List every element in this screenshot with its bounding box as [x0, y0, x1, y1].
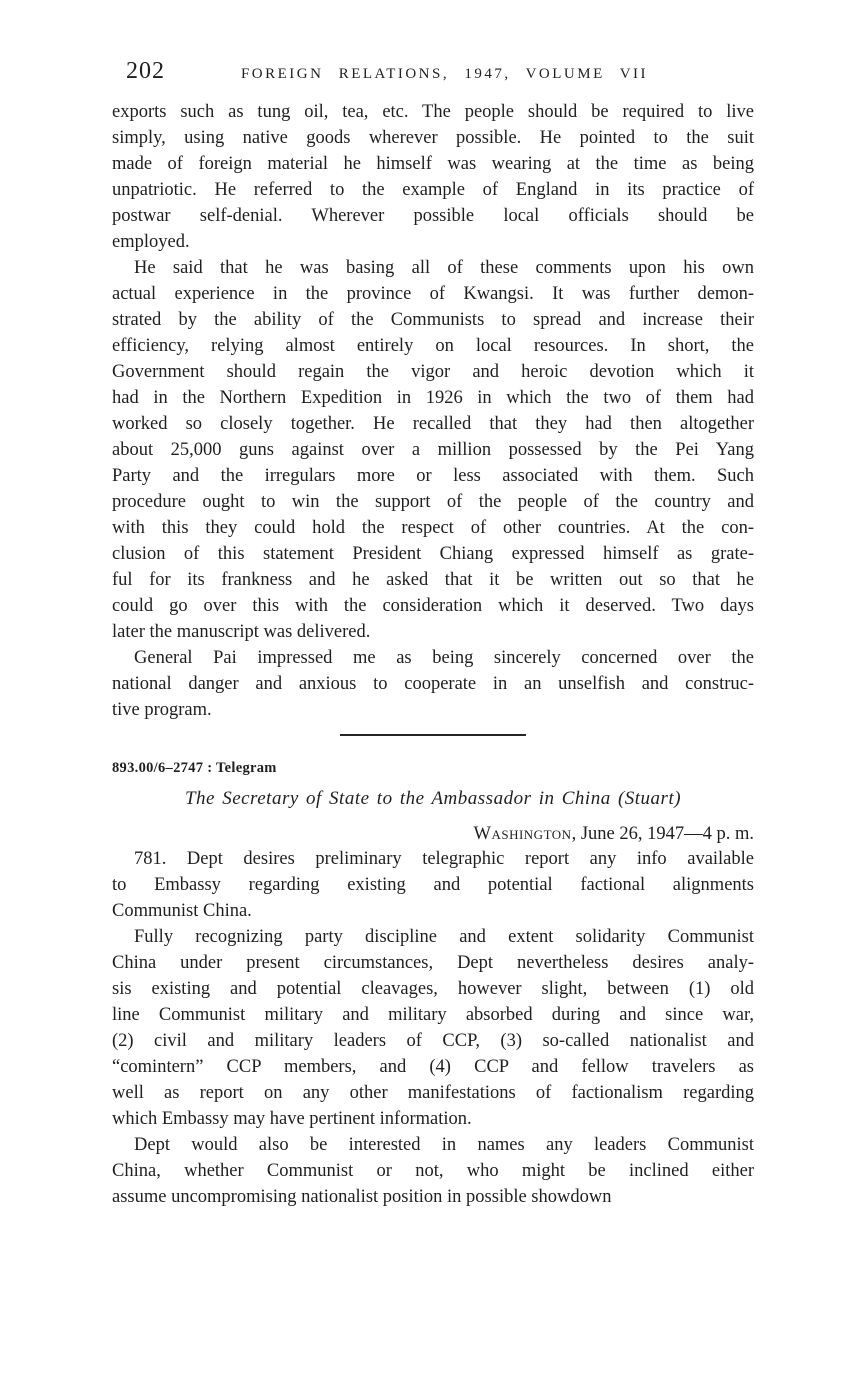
text-line: General Pai impressed me as being sincerely concerned over the [134, 648, 754, 668]
text-line: efficiency, relying almost entirely on local resources. In short, the [112, 336, 754, 356]
text-line: national danger and anxious to cooperate in an unselfish and construc- [112, 674, 754, 694]
paragraph [112, 846, 754, 924]
text-line: actual experience in the province of Kwangsi. It was further demon- [112, 284, 754, 304]
text-line: worked so closely together. He recalled that they had then altogether [112, 414, 754, 434]
text-line: with this they could hold the respect of other countries. At the con- [112, 518, 754, 538]
page-content [112, 99, 754, 1210]
text-line: could go over this with the consideration which it deserved. Two days [112, 596, 754, 616]
text-line: well as report on any other manifestations of factionalism regarding [112, 1083, 754, 1103]
paragraph [112, 255, 754, 645]
telegram-dateline [112, 822, 754, 846]
text-line: Communist China. [112, 901, 252, 921]
text-line: postwar self-denial. Wherever possible local officials should be [112, 206, 754, 226]
dateline-place: Washington [473, 824, 572, 844]
text-line: procedure ought to win the support of the people of the country and [112, 492, 754, 512]
text-line: to Embassy regarding existing and potential factional alignments [112, 875, 754, 895]
text-line: He said that he was basing all of these comments upon his own [134, 258, 754, 278]
paragraph [112, 645, 754, 723]
text-line: Party and the irregulars more or less associated with them. Such [112, 466, 754, 486]
text-line: strated by the ability of the Communists to spread and increase their [112, 310, 754, 330]
text-line: (2) civil and military leaders of CCP, (3) so-called nationalist and [112, 1031, 754, 1051]
telegram-body [112, 846, 754, 1210]
text-line: employed. [112, 232, 190, 252]
text-line: China under present circumstances, Dept nevertheless desires analy- [112, 953, 754, 973]
text-line: tive program. [112, 700, 212, 720]
text-line: sis existing and potential cleavages, however slight, between (1) old [112, 979, 754, 999]
text-line: which Embassy may have pertinent information. [112, 1109, 472, 1129]
text-line: clusion of this statement President Chiang expressed himself as grate- [112, 544, 754, 564]
text-line: Government should regain the vigor and heroic devotion which it [112, 362, 754, 382]
paragraph [112, 924, 754, 1132]
telegram-heading: The Secretary of State to the Ambassador in China (Stuart) [184, 788, 682, 809]
running-header-title: FOREIGN RELATIONS, 1947, VOLUME VII [240, 66, 649, 82]
text-line: later the manuscript was delivered. [112, 622, 371, 642]
text-line: Fully recognizing party discipline and extent solidarity Communist [134, 927, 754, 947]
text-line: line Communist military and military absorbed during and since war, [112, 1005, 754, 1025]
text-line: assume uncompromising nationalist position in possible showdown [112, 1187, 612, 1207]
paragraph [112, 99, 754, 255]
text-line: about 25,000 guns against over a million possessed by the Pei Yang [112, 440, 754, 460]
text-line: had in the Northern Expedition in 1926 in which the two of them had [112, 388, 754, 408]
text-line: simply, using native goods wherever possible. He pointed to the suit [112, 128, 754, 148]
text-line: exports such as tung oil, tea, etc. The people should be required to live [112, 102, 754, 122]
page-number: 202 [126, 58, 165, 84]
paragraph [112, 1132, 754, 1210]
text-line: made of foreign material he himself was wearing at the time as being [112, 154, 754, 174]
text-line: 781. Dept desires preliminary telegraphic report any info available [134, 849, 754, 869]
text-line: China, whether Communist or not, who might be inclined either [112, 1161, 754, 1181]
text-line: ful for its frankness and he asked that it be written out so that he [112, 570, 754, 590]
text-line: Dept would also be interested in names any leaders Communist [134, 1135, 754, 1155]
section-divider-rule [340, 734, 526, 736]
text-line: “comintern” CCP members, and (4) CCP and fellow travelers as [112, 1057, 754, 1077]
memo-continuation [112, 99, 754, 723]
telegram-citation: 893.00/6–2747 : Telegram [112, 760, 277, 776]
text-line: unpatriotic. He referred to the example of England in its practice of [112, 180, 754, 200]
dateline-detail: , June 26, 1947—4 p. m. [571, 824, 754, 844]
running-head [112, 58, 754, 85]
